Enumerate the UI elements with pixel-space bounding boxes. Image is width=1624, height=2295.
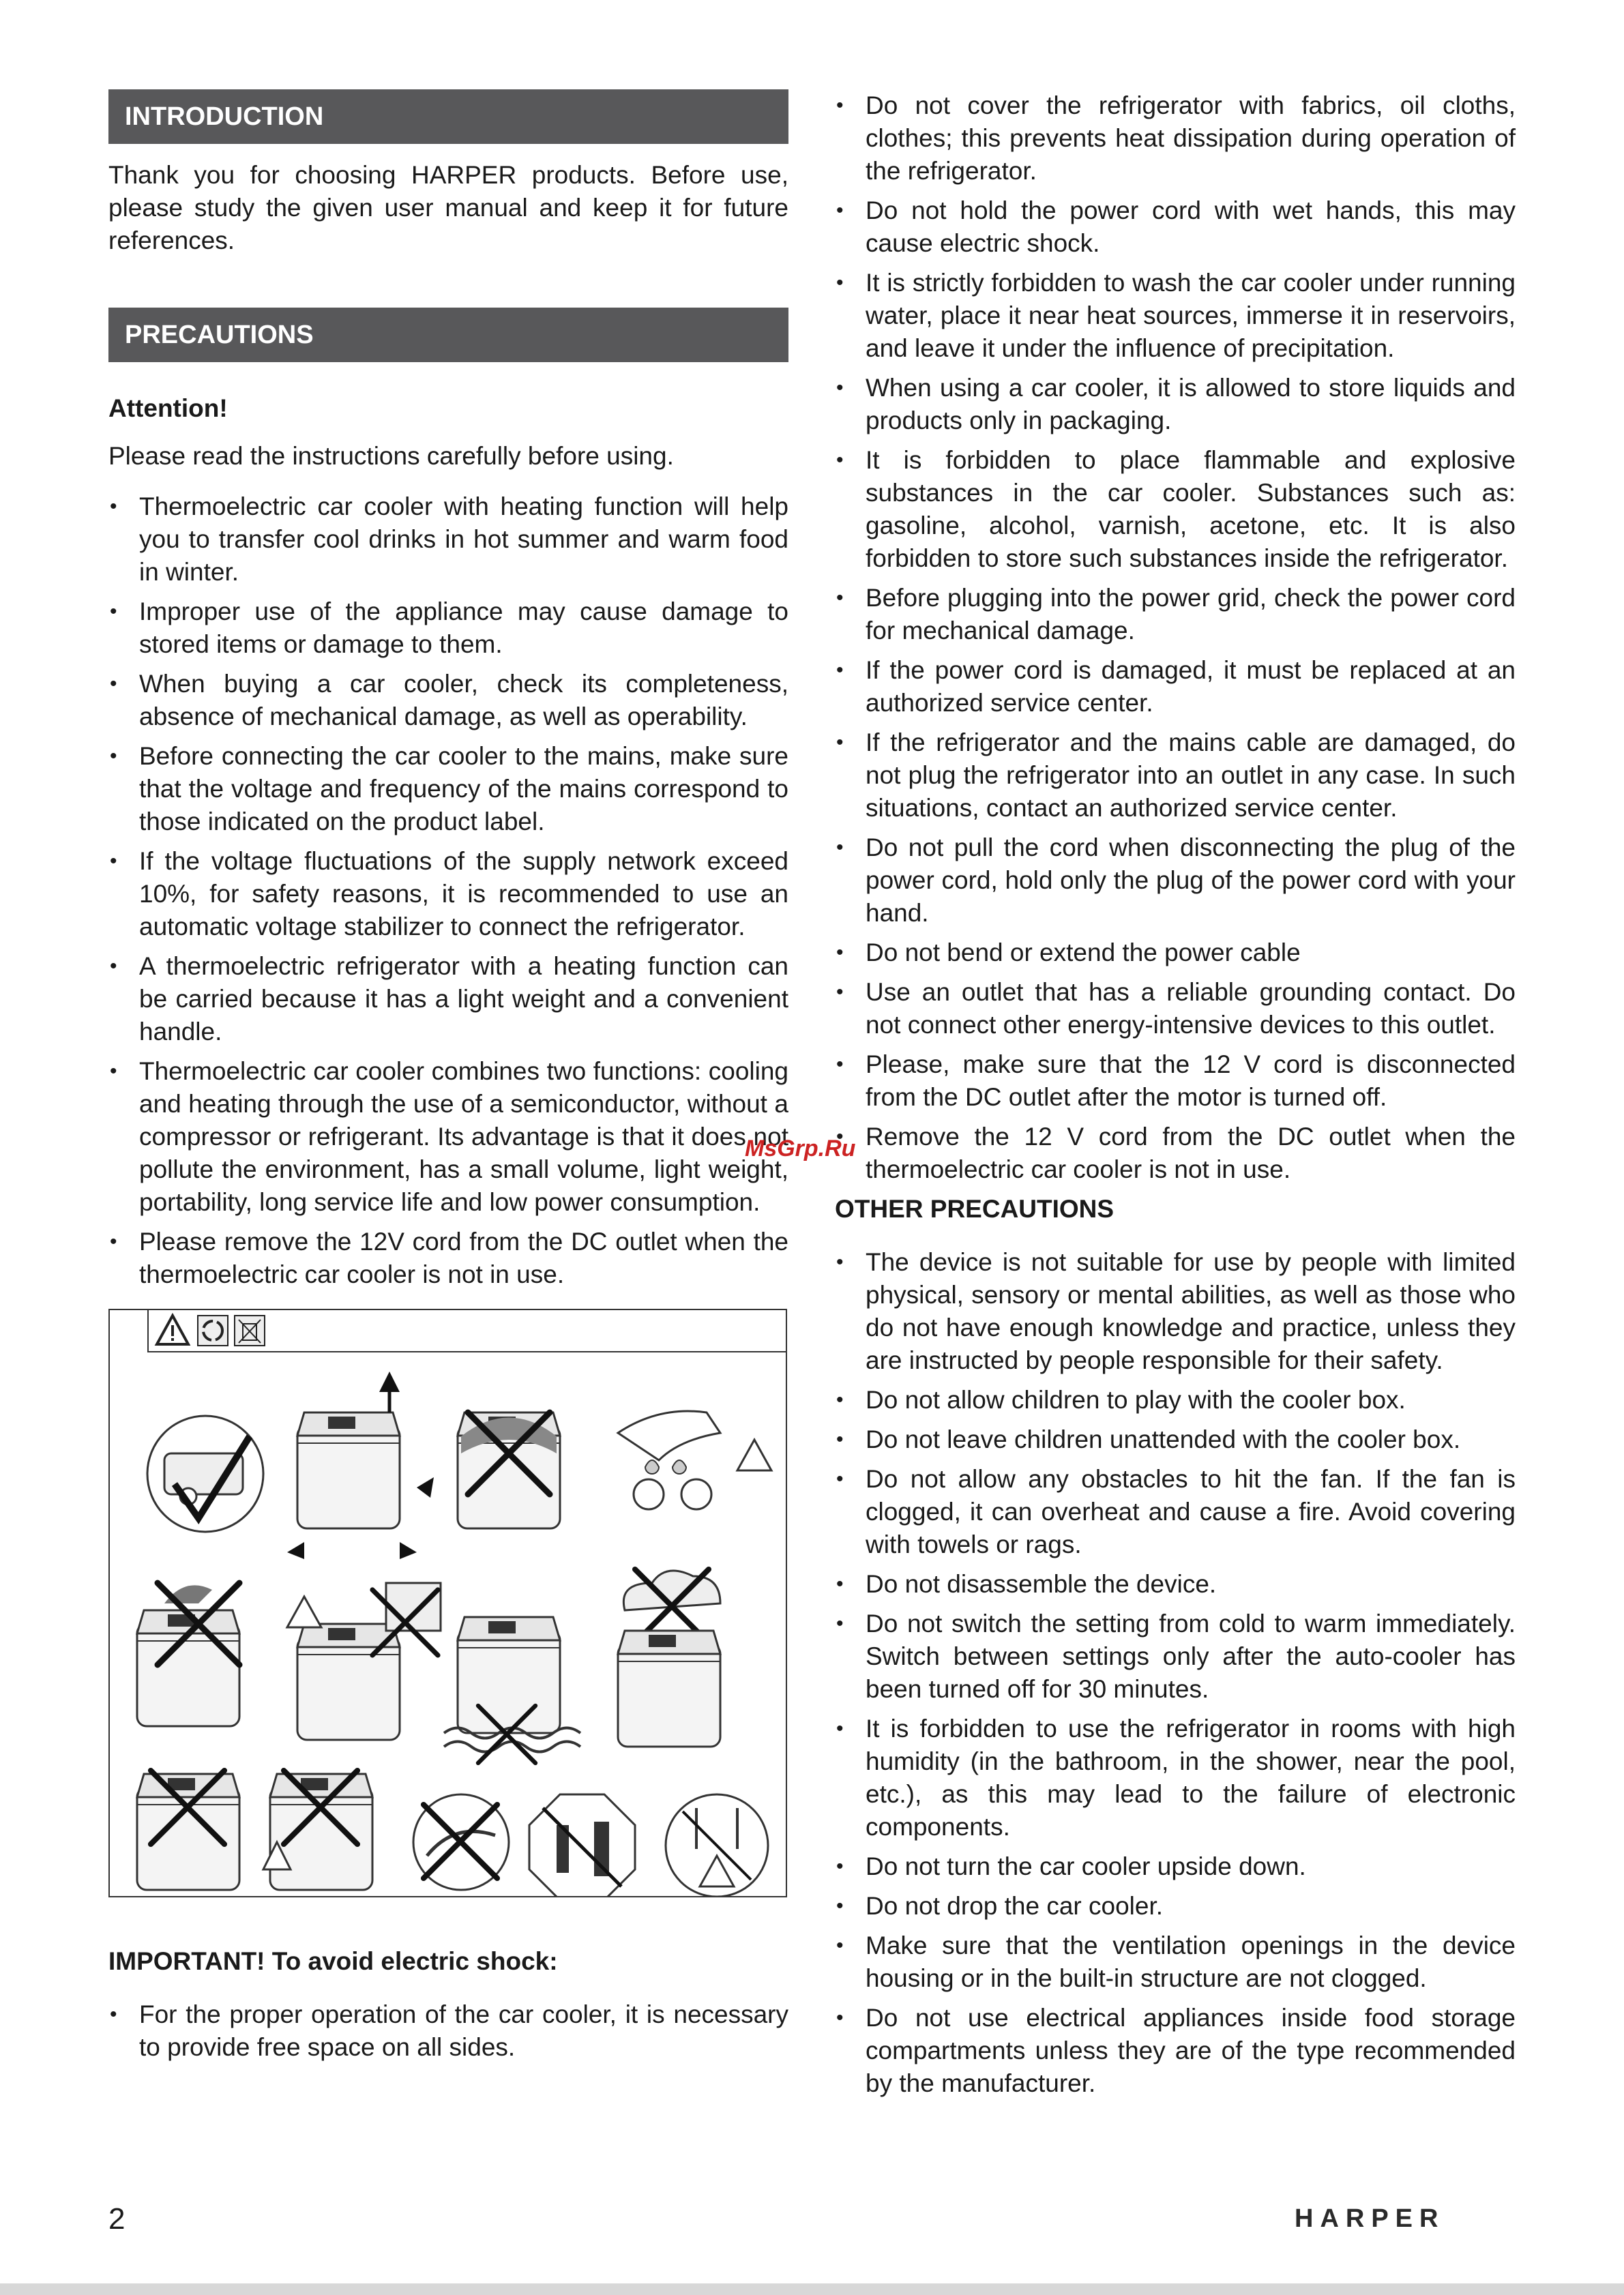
no-children-pictogram	[529, 1794, 635, 1896]
list-item: • Please remove the 12V cord from the DC outlet when the thermoelectric car cooler is not in use.	[108, 1226, 788, 1291]
other-precautions-list	[835, 1246, 1516, 2100]
figure-header-bar	[147, 1310, 786, 1352]
list-item: • Thermoelectric car cooler with heating function will help you to transfer cool drinks in hot summer and warm food in winter.	[108, 490, 788, 589]
list-item: • Use an outlet that has a reliable grounding contact. Do not connect other energy-intensive devices to this outlet.	[835, 976, 1516, 1041]
safety-pictograms-figure	[108, 1309, 787, 1897]
list-item: • Do not pull the cord when disconnecting the plug of the power cord, hold only the plug of the power cord with your hand.	[835, 831, 1516, 930]
no-flammable-pictogram	[263, 1771, 372, 1890]
caravan-ok-pictogram	[147, 1416, 263, 1532]
list-item: • A thermoelectric refrigerator with a heating function can be carried because it has a light weight and a convenient handle.	[108, 950, 788, 1048]
list-item: • If the voltage fluctuations of the supply network exceed 10%, for safety reasons, it is recommended to use an automatic voltage stabilizer to connect the refrigerator.	[108, 845, 788, 943]
precautions-list	[108, 490, 788, 1291]
bottom-edge-bar	[0, 2283, 1624, 2295]
list-item: • Before plugging into the power grid, check the power cord for mechanical damage.	[835, 582, 1516, 647]
list-item: • Make sure that the ventilation openings in the device housing or in the built-in structure are not clogged.	[835, 1929, 1516, 1995]
no-pull-cord-pictogram	[413, 1794, 509, 1890]
lid-open-pictogram	[287, 1372, 434, 1559]
list-item: • If the refrigerator and the mains cable are damaged, do not plug the refrigerator into an outlet in any case. In such situations, contact an authorized service center.	[835, 726, 1516, 825]
list-item: • Do not leave children unattended with the cooler box.	[835, 1423, 1516, 1456]
precautions-heading: PRECAUTIONS	[108, 308, 788, 362]
list-item: • Do not switch the setting from cold to warm immediately. Switch between settings only after the auto-cooler has been turned off for 30 minutes.	[835, 1608, 1516, 1706]
list-item: • When using a car cooler, it is allowed to store liquids and products only in packaging.	[835, 372, 1516, 437]
introduction-text: Thank you for choosing HARPER products. Before use, please study the given user manual and keep it for future references.	[108, 161, 788, 254]
list-item: • Do not allow any obstacles to hit the fan. If the fan is clogged, it can overheat and cause a fire. Avoid covering with towels or rags.	[835, 1463, 1516, 1561]
no-bin-icon	[235, 1316, 265, 1346]
page-number: 2	[108, 2202, 126, 2236]
important-heading: IMPORTANT! To avoid electric shock:	[108, 1947, 558, 1975]
list-item: • Before connecting the car cooler to the mains, make sure that the voltage and frequency of the mains correspond to those indicated on the product label.	[108, 740, 788, 838]
list-item: • Do not disassemble the device.	[835, 1568, 1516, 1601]
list-item: • Do not bend or extend the power cable	[835, 936, 1516, 969]
list-item: • Please, make sure that the 12 V cord is disconnected from the DC outlet after the motor is turned off.	[835, 1048, 1516, 1114]
list-item: • Improper use of the appliance may cause damage to stored items or damage to them.	[108, 595, 788, 661]
heat-warning-pictogram	[287, 1583, 441, 1740]
no-immerse-pictogram	[444, 1617, 580, 1763]
pictogram-grid	[110, 1351, 786, 1896]
right-column	[835, 89, 1516, 2107]
warning-triangle-icon	[157, 1316, 188, 1344]
wet-hands-pictogram	[618, 1411, 771, 1509]
attention-label: Attention!	[108, 394, 228, 422]
list-item: • It is strictly forbidden to wash the car cooler under running water, place it near heat sources, immerse it in reservoirs, and leave it under the influence of precipitation.	[835, 267, 1516, 365]
left-column	[108, 89, 788, 2071]
no-rain-pictogram	[618, 1569, 720, 1747]
other-precautions-heading: OTHER PRECAUTIONS	[835, 1195, 1114, 1223]
no-plug-mess-pictogram	[666, 1794, 768, 1896]
no-wash-pictogram	[137, 1583, 239, 1726]
list-item: • Do not use electrical appliances inside food storage compartments unless they are of the type recommended by the manufacturer.	[835, 2002, 1516, 2100]
list-item: • It is forbidden to place flammable and explosive substances in the car cooler. Substances such as: gasoline, alcohol, varnish, acetone, etc. It is also forbidden to store such substances inside the refrigerator.	[835, 444, 1516, 575]
brand-logo: HARPER	[1295, 2204, 1445, 2233]
no-open-cord-pictogram	[137, 1771, 239, 1890]
list-item: • Do not hold the power cord with wet hands, this may cause electric shock.	[835, 194, 1516, 260]
recycle-icon	[198, 1316, 228, 1346]
shock-precautions-list	[835, 89, 1516, 1186]
introduction-heading: INTRODUCTION	[108, 89, 788, 144]
list-item: • Remove the 12 V cord from the DC outlet when the thermoelectric car cooler is not in use.	[835, 1121, 1516, 1186]
attention-text: Please read the instructions carefully before using.	[108, 442, 674, 470]
list-item: • Do not turn the car cooler upside down.	[835, 1850, 1516, 1883]
figure-header-icons	[149, 1310, 285, 1350]
no-cover-pictogram	[458, 1412, 560, 1528]
list-item: • When buying a car cooler, check its completeness, absence of mechanical damage, as well as operability.	[108, 668, 788, 733]
list-item: • If the power cord is damaged, it must be replaced at an authorized service center.	[835, 654, 1516, 720]
list-item: • It is forbidden to use the refrigerator in rooms with high humidity (in the bathroom, in the shower, near the pool, etc.), as this may lead to the failure of electronic components.	[835, 1713, 1516, 1844]
list-item: • Thermoelectric car cooler combines two functions: cooling and heating through the use of a semiconductor, without a compressor or refrigerant. Its advantage is that it does not pollute the environment, has a small volume, light weight, portability, long service life and low power consumption.	[108, 1055, 788, 1219]
list-item: • Do not drop the car cooler.	[835, 1890, 1516, 1923]
important-list	[108, 1998, 788, 2064]
watermark: MsGrp.Ru	[745, 1136, 856, 1161]
list-item: • Do not cover the refrigerator with fabrics, oil cloths, clothes; this prevents heat dissipation during operation of the refrigerator.	[835, 89, 1516, 188]
list-item: • For the proper operation of the car cooler, it is necessary to provide free space on all sides.	[108, 1998, 788, 2064]
list-item: • The device is not suitable for use by people with limited physical, sensory or mental abilities, as well as those who do not have enough knowledge and practice, unless they are instructed by people responsible for their safety.	[835, 1246, 1516, 1377]
list-item: • Do not allow children to play with the cooler box.	[835, 1384, 1516, 1417]
